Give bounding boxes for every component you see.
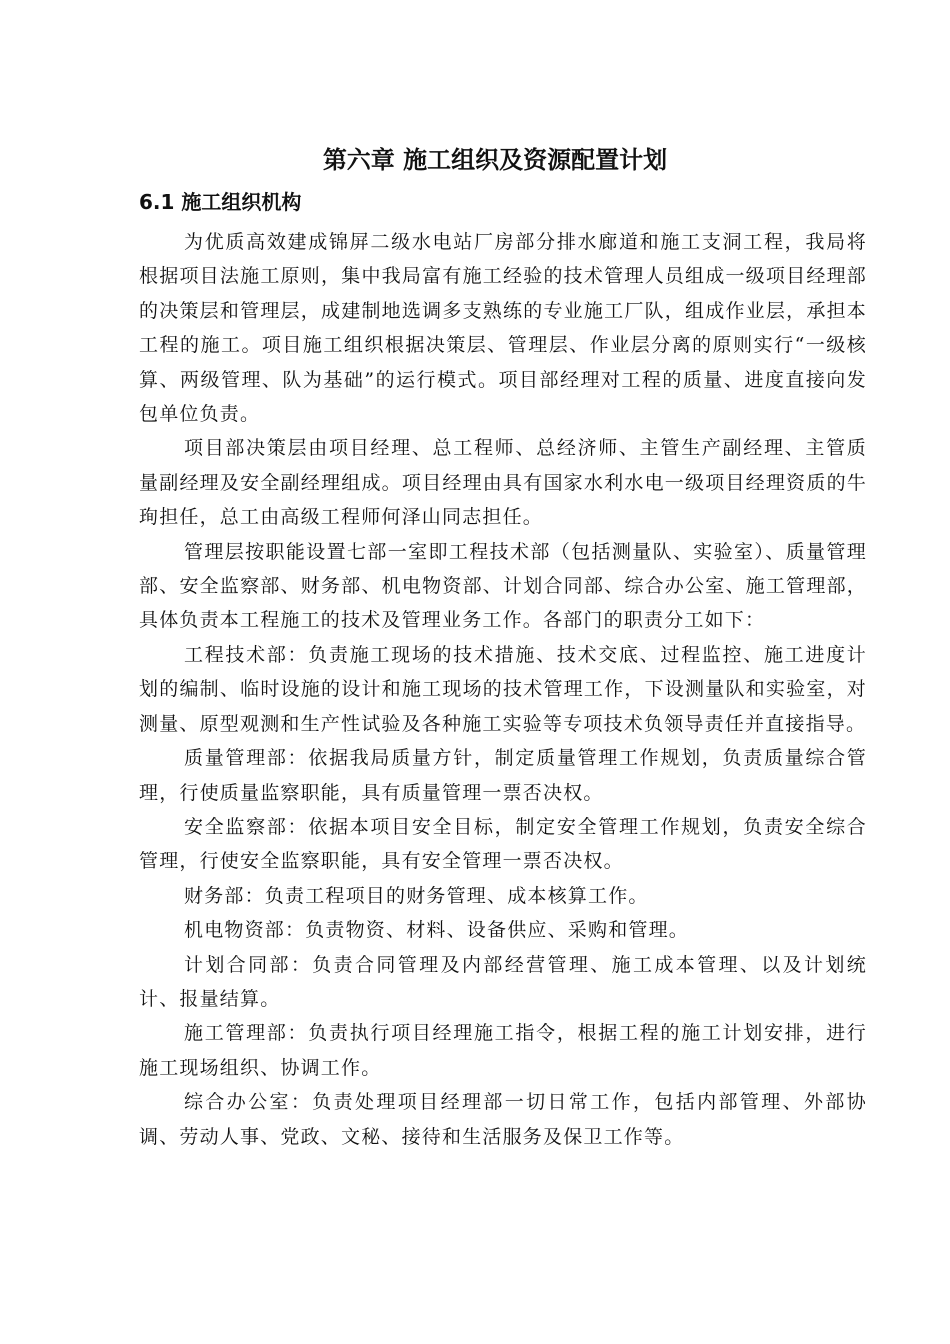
- paragraph-finance-dept: 财务部：负责工程项目的财务管理、成本核算工作。: [184, 884, 649, 907]
- section-title: 6.1 施工组织机构: [139, 190, 302, 214]
- paragraph-intro: 为优质高效建成锦屏二级水电站厂房部分排水廊道和施工支洞工程，我局将根据项目法施工原则，集中我局富有施工经验的技术管理人员组成一级项目经理部的决策层和管理层，成建制地选调多支熟练的专业施工厂队，组成作业层，承担本工程的施工。项目施工组织根据决策层、管理层、作业层分离的原则实行“一级核算、两级管理、队为基础”的运行模式。项目部经理对工程的质量、进度直接向发包单位负责。: [139, 231, 867, 426]
- paragraph-general-office: 综合办公室：负责处理项目经理部一切日常工作，包括内部管理、外部协调、劳动人事、党政、文秘、接待和生活服务及保卫工作等。: [139, 1091, 867, 1148]
- paragraph-construction-dept: 施工管理部：负责执行项目经理施工指令，根据工程的施工计划安排，进行施工现场组织、协调工作。: [139, 1022, 867, 1079]
- paragraph-safety-dept: 安全监察部：依据本项目安全目标，制定安全管理工作规划，负责安全综合管理，行使安全监察职能，具有安全管理一票否决权。: [139, 815, 867, 873]
- paragraph-management-layer: 管理层按职能设置七部一室即工程技术部（包括测量队、实验室）、质量管理部、安全监察部、财务部、机电物资部、计划合同部、综合办公室、施工管理部，具体负责本工程施工的技术及管理业务工作。各部门的职责分工如下：: [139, 540, 867, 632]
- paragraph-contracts-dept: 计划合同部：负责合同管理及内部经营管理、施工成本管理、以及计划统计、报量结算。: [139, 953, 867, 1010]
- body-text: [139, 225, 867, 1154]
- paragraph-quality-dept: 质量管理部：依据我局质量方针，制定质量管理工作规划，负责质量综合管理，行使质量监察职能，具有质量管理一票否决权。: [139, 747, 867, 804]
- chapter-title: 第六章 施工组织及资源配置计划: [322, 146, 668, 174]
- paragraph-engineering-dept: 工程技术部：负责施工现场的技术措施、技术交底、过程监控、施工进度计划的编制、临时设施的设计和施工现场的技术管理工作，下设测量队和实验室，对测量、原型观测和生产性试验及各种施工实验等专项技术负领导责任并直接指导。: [139, 643, 867, 735]
- paragraph-decision-layer: 项目部决策层由项目经理、总工程师、总经济师、主管生产副经理、主管质量副经理及安全副经理组成。项目经理由具有国家水利水电一级项目经理资质的牛珣担任，总工由高级工程师何泽山同志担任。: [139, 437, 867, 529]
- paragraph-materials-dept: 机电物资部：负责物资、材料、设备供应、采购和管理。: [184, 919, 690, 942]
